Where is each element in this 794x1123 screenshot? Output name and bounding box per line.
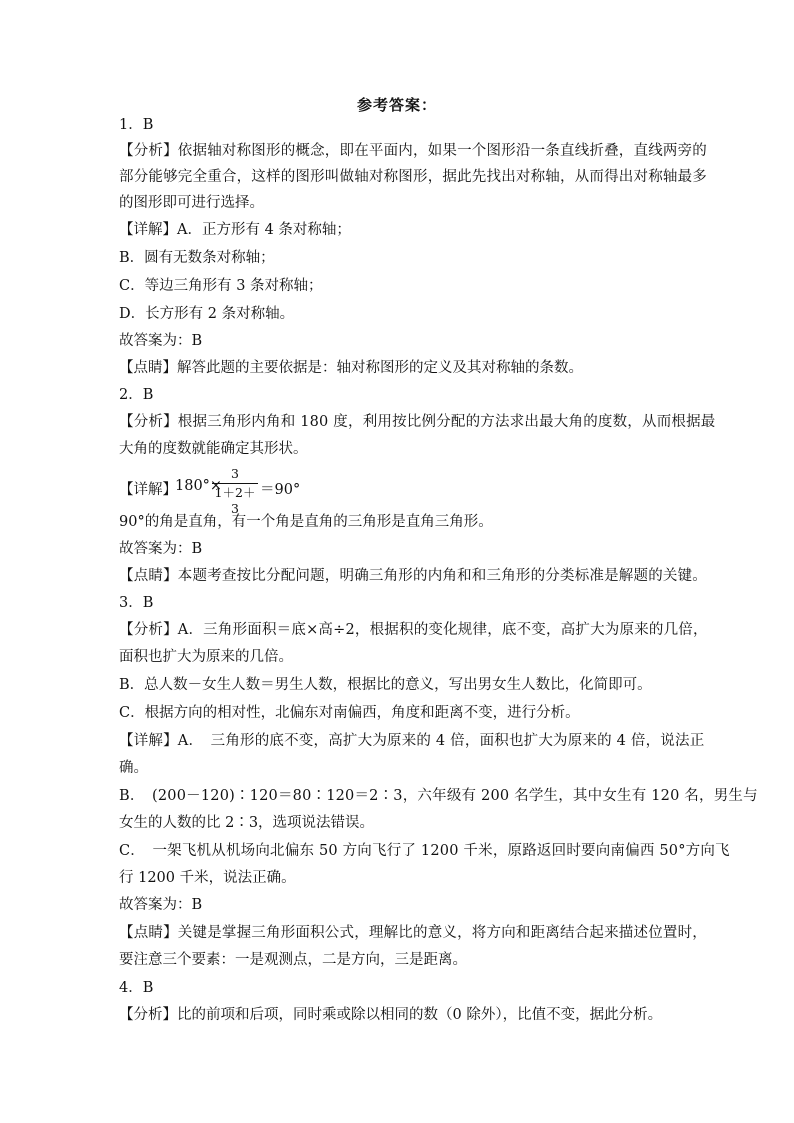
fraction-numerator: 3 [231, 466, 239, 481]
text-line: 女生的人数的比 2∶3，选项说法错误。 [119, 815, 375, 831]
text-line: 【详解】A．正方形有 4 条对称轴； [119, 222, 351, 238]
text-line: 面积也扩大为原来的几倍。 [119, 649, 293, 665]
text-line: 2．B [119, 387, 154, 403]
text-line: 【点睛】本题考查按比分配问题，明确三角形的内角和和三角形的分类标准是解题的关键。 [119, 568, 707, 584]
text-line: 故答案为：B [119, 897, 203, 913]
text-line: C．根据方向的相对性，北偏东对南偏西，角度和距离不变，进行分析。 [119, 705, 580, 721]
text-line: C． 一架飞机从机场向北偏东 50 方向飞行了 1200 千米，原路返回时要向南偏西 50°方向飞 [119, 843, 730, 859]
text-line: 大角的度数就能确定其形状。 [119, 441, 308, 457]
text-line: B．圆有无数条对称轴； [119, 250, 275, 266]
text-line: 故答案为：B [119, 541, 203, 557]
text-line: 【分析】比的前项和后项，同时乘或除以相同的数（0 除外），比值不变，据此分析。 [119, 1007, 663, 1023]
text-line: D．长方形有 2 条对称轴。 [119, 306, 295, 322]
formula-prefix: 180°× [175, 478, 223, 494]
fraction [212, 466, 258, 516]
text-line: 【分析】依据轴对称图形的概念，即在平面内，如果一个图形沿一条直线折叠，直线两旁的 [119, 143, 707, 159]
page-title: 参考答案： [356, 96, 437, 114]
text-line: 3．B [119, 595, 154, 611]
formula-label: 【详解】 [119, 482, 177, 498]
text-line: B． (200－120)∶120＝80∶120＝2∶3，六年级有 200 名学生，其中女生有 120 名，男生与 [119, 788, 758, 804]
text-line: 行 1200 千米，说法正确。 [119, 870, 296, 886]
text-line: 的图形即可进行选择。 [119, 195, 264, 211]
text-line: C．等边三角形有 3 条对称轴； [119, 278, 323, 294]
text-line: 90°的角是直角，有一个角是直角的三角形是直角三角形。 [119, 514, 493, 530]
text-line: 【分析】A．三角形面积＝底×高÷2，根据积的变化规律，底不变，高扩大为原来的几倍， [119, 622, 708, 638]
text-line: 要注意三个要素：一是观测点，二是方向，三是距离。 [119, 952, 467, 968]
fraction-denominator: 1＋2＋3 [214, 485, 256, 516]
text-line: 【详解】A． 三角形的底不变，高扩大为原来的 4 倍，面积也扩大为原来的 4 倍，说法正 [119, 733, 705, 749]
text-line: 1．B [119, 117, 154, 133]
text-line: 确。 [119, 760, 148, 776]
fraction-bar [212, 483, 258, 484]
text-line: 【分析】根据三角形内角和 180 度，利用按比例分配的方法求出最大角的度数，从而根据最 [119, 414, 716, 430]
text-line: B．总人数－女生人数＝男生人数，根据比的意义，写出男女生人数比，化简即可。 [119, 677, 652, 693]
text-line: 【点睛】解答此题的主要依据是：轴对称图形的定义及其对称轴的条数。 [119, 360, 583, 376]
text-line: 4．B [119, 980, 154, 996]
text-line: 部分能够完全重合，这样的图形叫做轴对称图形，据此先找出对称轴，从而得出对称轴最多 [119, 169, 707, 185]
text-line: 故答案为：B [119, 333, 203, 349]
text-line: 【点睛】关键是掌握三角形面积公式，理解比的意义，将方向和距离结合起来描述位置时， [119, 925, 707, 941]
formula-result: ＝90° [260, 482, 301, 498]
